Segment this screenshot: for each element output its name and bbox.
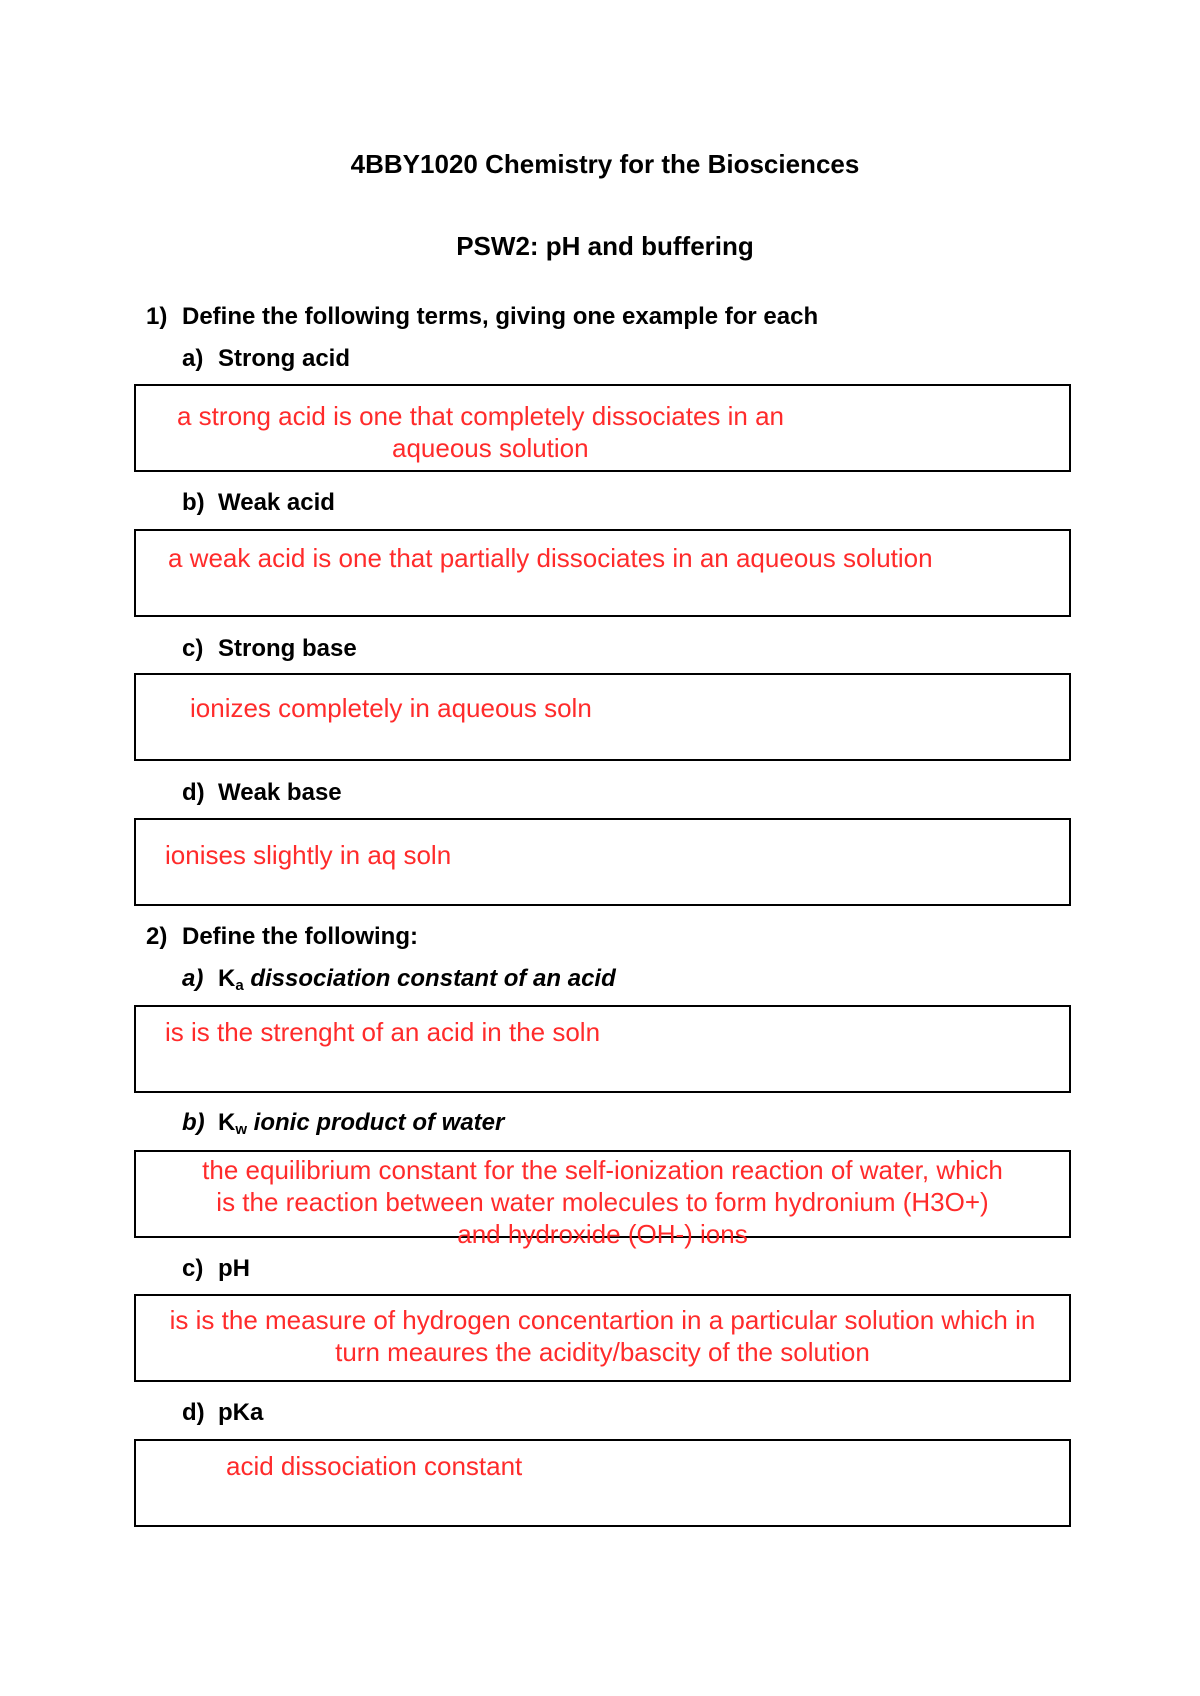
q1-b-term: Weak acid	[218, 489, 335, 516]
q2-a-term: dissociation constant of an acid	[243, 965, 616, 992]
q2-a-symbol: K	[218, 965, 236, 992]
q2-d-letter: d)	[182, 1399, 205, 1426]
q2-d-term: pKa	[218, 1399, 264, 1426]
worksheet-title: PSW2: pH and buffering	[456, 231, 754, 261]
course-title: 4BBY1020 Chemistry for the Biosciences	[350, 149, 860, 179]
answer-kw-line-2: is the reaction between water molecules to form hydronium (H3O+)	[216, 1187, 989, 1217]
q2-d-label	[182, 1398, 263, 1428]
q1-c-letter: c)	[182, 635, 204, 662]
q1-d-letter: d)	[182, 779, 205, 806]
q2-b-letter: b)	[182, 1109, 205, 1136]
q1-b-label	[182, 488, 335, 518]
q1-a-letter: a)	[182, 345, 204, 372]
q2-a-letter: a)	[182, 965, 204, 992]
answer-weak-base: ionises slightly in aq soln	[165, 840, 452, 870]
answer-weak-acid: a weak acid is one that partially dissociates in an aqueous solution	[168, 543, 933, 573]
answer-kw-line-3: and hydroxide (OH-) ions	[457, 1219, 748, 1249]
answer-strong-acid-line-1: a strong acid is one that completely dissociates in an	[177, 401, 785, 431]
q1-b-letter: b)	[182, 489, 205, 516]
question-1-number: 1)	[146, 303, 168, 330]
answer-ph-line-1: is is the measure of hydrogen concentartion in a particular solution which in	[169, 1305, 1036, 1335]
q2-b-label	[182, 1108, 504, 1145]
answer-ph-line-2: turn meaures the acidity/bascity of the solution	[335, 1337, 870, 1367]
q2-b-term: ionic product of water	[247, 1109, 505, 1136]
q2-c-letter: c)	[182, 1255, 204, 1282]
answer-pka: acid dissociation constant	[226, 1451, 523, 1481]
q1-a-term: Strong acid	[218, 345, 351, 372]
q2-a-label	[182, 964, 616, 1001]
q2-a-subscript: a	[235, 977, 244, 994]
question-2-prompt: Define the following:	[182, 923, 418, 950]
q1-c-term: Strong base	[218, 635, 357, 662]
q2-c-label	[182, 1254, 250, 1284]
question-1	[146, 302, 818, 332]
q1-d-label	[182, 778, 342, 808]
question-1-prompt: Define the following terms, giving one example for each	[182, 303, 819, 330]
answer-ka: is is the strenght of an acid in the soln	[165, 1017, 601, 1047]
q1-d-term: Weak base	[218, 779, 342, 806]
q2-c-term: pH	[218, 1255, 250, 1282]
q2-b-subscript: w	[235, 1121, 248, 1138]
answer-strong-acid-line-2: aqueous solution	[392, 433, 589, 463]
answer-strong-base: ionizes completely in aqueous soln	[190, 693, 592, 723]
question-2	[146, 922, 418, 952]
q2-b-symbol: K	[218, 1109, 236, 1136]
q1-a-label	[182, 344, 350, 374]
question-2-number: 2)	[146, 923, 168, 950]
q1-c-label	[182, 634, 357, 664]
answer-kw-line-1: the equilibrium constant for the self-ionization reaction of water, which	[202, 1155, 1003, 1185]
